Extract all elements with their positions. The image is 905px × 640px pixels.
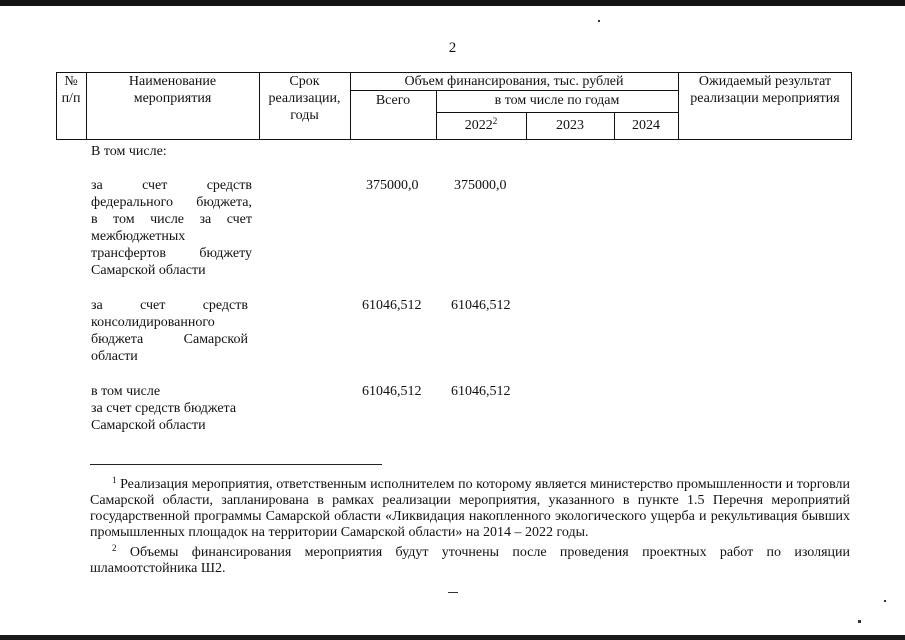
scan-speck [448, 592, 458, 593]
row-consolidated-2022: 61046,512 [451, 298, 511, 313]
header-col-funding: Объем финансирования, тыс. рублей [404, 74, 624, 89]
row-consolidated-label: за счет средств консолидированного бюджета Самарской области [91, 298, 248, 364]
header-col-total: Всего [375, 93, 411, 108]
scan-speck [598, 20, 600, 22]
row-regional-label: в том числе за счет средств бюджета Самарской области [91, 384, 237, 433]
scan-bottom-border [0, 635, 905, 640]
scan-speck [858, 620, 861, 623]
header-col-term: Срок реализации, годы [268, 74, 341, 123]
footnote-ref: 2 [492, 116, 498, 126]
header-border-bottom [56, 139, 852, 140]
footnote-mark: 2 [112, 543, 117, 553]
header-col-by-years: в том числе по годам [494, 93, 620, 108]
scan-top-border [0, 0, 905, 6]
header-year-2023: 2023 [556, 118, 584, 133]
row-federal-total: 375000,0 [366, 178, 419, 193]
row-regional-total: 61046,512 [362, 384, 422, 399]
header-year-2022: 2022$^2$ [464, 116, 498, 133]
header-col-result: Ожидаемый результат реализации мероприятия [690, 74, 840, 106]
table-header [56, 72, 852, 140]
footnote-separator [90, 464, 382, 465]
footnote-2: $^2$ Объемы финансирования мероприятия будут уточнены после проведения проектных работ по изоляции шламоотстойника Ш2. [90, 543, 850, 576]
row-federal-label: за счет средств федерального бюджета, в том числе за счет межбюджетных трансфертов бюджету Самарской области [91, 178, 252, 278]
row-consolidated-total: 61046,512 [362, 298, 422, 313]
intro-text: В том числе: [91, 144, 167, 159]
header-year-2024: 2024 [632, 118, 660, 133]
header-subline-yearcells [436, 112, 678, 113]
footnote-1: $^1$ Реализация мероприятия, ответственным исполнителем по которому является министерство промышленности и торговли Самарской области, запланирована в рамках реализации мероприятия, указанного в пункте 1.5 Перечня мероприятий государственной программы Самарской области «Ликвидация накопленного экологического ущерба и рекультивация бывших промышленных площадок на территории Самарской области» на 2014 – 2022 годы. [90, 475, 850, 540]
header-subline-years [350, 90, 678, 91]
header-col-num: № п/п [61, 74, 81, 106]
page-number: 2 [448, 40, 457, 56]
scan-speck [884, 600, 886, 602]
row-federal-2022: 375000,0 [454, 178, 507, 193]
row-regional-2022: 61046,512 [451, 384, 511, 399]
header-col-name: Наименование мероприятия [128, 74, 217, 106]
footnote-mark: 1 [112, 475, 117, 485]
